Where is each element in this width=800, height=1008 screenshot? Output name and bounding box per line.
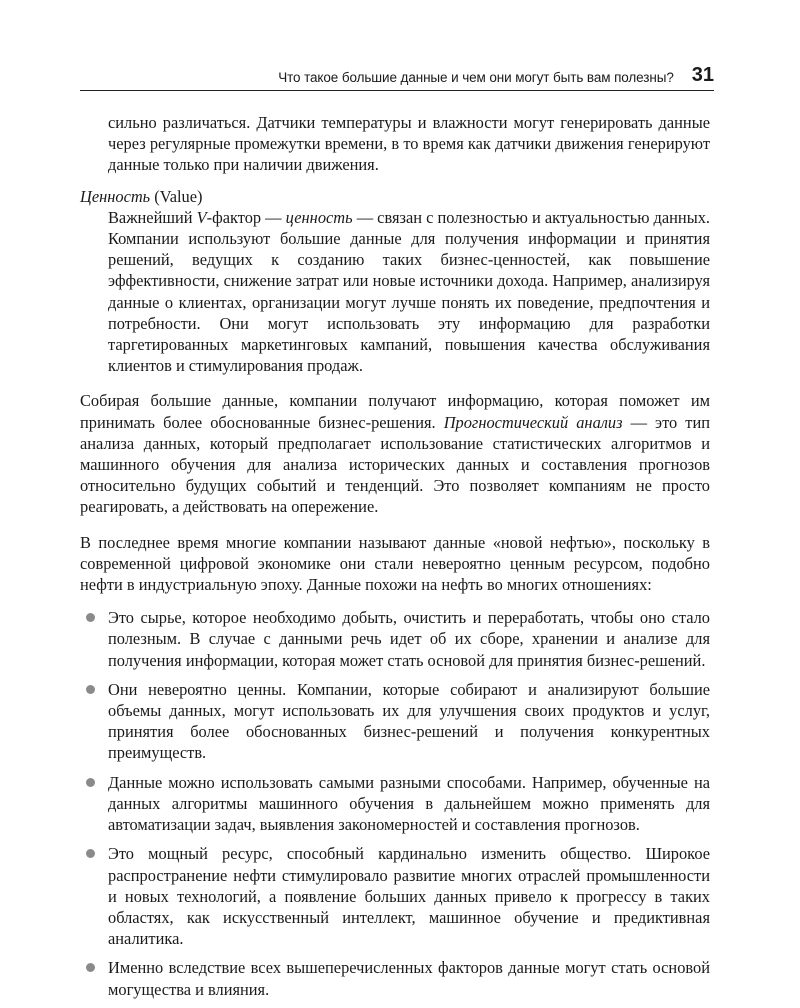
velocity-continuation-paragraph: сильно различаться. Датчики температуры и влажности могут генерировать данные через регулярные промежутки времени, в то время как датчики движения генерируют данные только при наличии движения. [108, 113, 710, 175]
list-item [80, 772, 710, 836]
value-emphasis: ценность [285, 207, 353, 227]
value-v-letter: V [196, 207, 207, 227]
value-term: Ценность [80, 186, 151, 206]
list-item-text: Именно вследствие всех вышеперечисленных факторов данные могут стать основой могущества и влияния. [108, 958, 710, 999]
list-item [80, 843, 710, 949]
predictive-emphasis: Прогностический анализ [443, 412, 623, 432]
list-item [80, 957, 710, 999]
list-item-text: Это сырье, которое необходимо добыть, очистить и переработать, чтобы оно стало полезным. В случае с данными речь идет об их сборе, хранении и анализе для получения информации, которая может стать основой для принятия бизнес-решений. [108, 608, 710, 670]
list-item [80, 607, 710, 671]
oil-paragraph: В последнее время многие компании называют данные «новой нефтью», поскольку в современной цифровой экономике они стали невероятно ценным ресурсом, подобно нефти в индустриальную эпоху. Данные похожи на нефть во многих отношениях: [80, 532, 710, 595]
list-item-text: Данные можно использовать самыми разными способами. Например, обученные на данных алгоритмы машинного обучения в дальнейшем можно применять для автоматизации задач, выявления закономерностей и составления прогнозов. [108, 772, 710, 835]
running-title: Что такое большие данные и чем они могут быть вам полезны? [278, 70, 674, 85]
bullet-icon [86, 963, 95, 972]
value-text-2: -фактор — [206, 207, 286, 227]
value-term-heading [80, 186, 710, 207]
oil-bullet-list [80, 607, 710, 999]
value-text-3: — связан с полезностью и актуальностью данных. Компании используют большие данные для получения информации и принятия решений, ведущих к созданию таких бизнес-ценностей, как повышение эффективности, снижение затрат или новые источники дохода. Например, анализируя данные о клиентах, организации могут лучше понять их поведение, предпочтения и потребности. Они могут использовать эту информацию для разработки таргетированных маркетинговых кампаний, повышения качества обслуживания клиентов и стимулирования продаж. [108, 207, 711, 376]
predictive-text-1: Собирая большие данные, компании получают информацию, которая поможет им принимать более обоснованные бизнес-решения. [80, 391, 710, 432]
value-paragraph [108, 207, 710, 377]
page-number: 31 [691, 64, 714, 86]
predictive-paragraph [80, 390, 710, 517]
page-header [80, 58, 714, 91]
value-text-1: Важнейший [108, 207, 197, 227]
list-item-text: Они невероятно ценны. Компании, которые собирают и анализируют большие объемы данных, могут использовать их для улучшения своих продуктов и услуг, принятия более обоснованных бизнес-решений и получения конкурентных преимуществ. [108, 679, 710, 763]
predictive-text-2: — это тип анализа данных, который предполагает использование статистических алгоритмов и машинного обучения для анализа исторических данных и составления прогнозов относительно будущих событий и тенденций. Это позволяет компаниям не просто реагировать, а действовать на опережение. [80, 412, 711, 517]
value-term-en: (Value) [150, 186, 203, 206]
list-item [80, 679, 710, 764]
bullet-icon [86, 778, 95, 787]
page-content [80, 112, 710, 1008]
bullet-icon [86, 613, 95, 622]
list-item-text: Это мощный ресурс, способный кардинально изменить общество. Широкое распространение нефти стимулировало развитие многих отраслей промышленности и новых технологий, а появление больших данных привело к прогрессу в таких областях, как искусственный интеллект, машинное обучение и предиктивная аналитика. [108, 844, 710, 949]
bullet-icon [86, 849, 95, 858]
bullet-icon [86, 685, 95, 694]
